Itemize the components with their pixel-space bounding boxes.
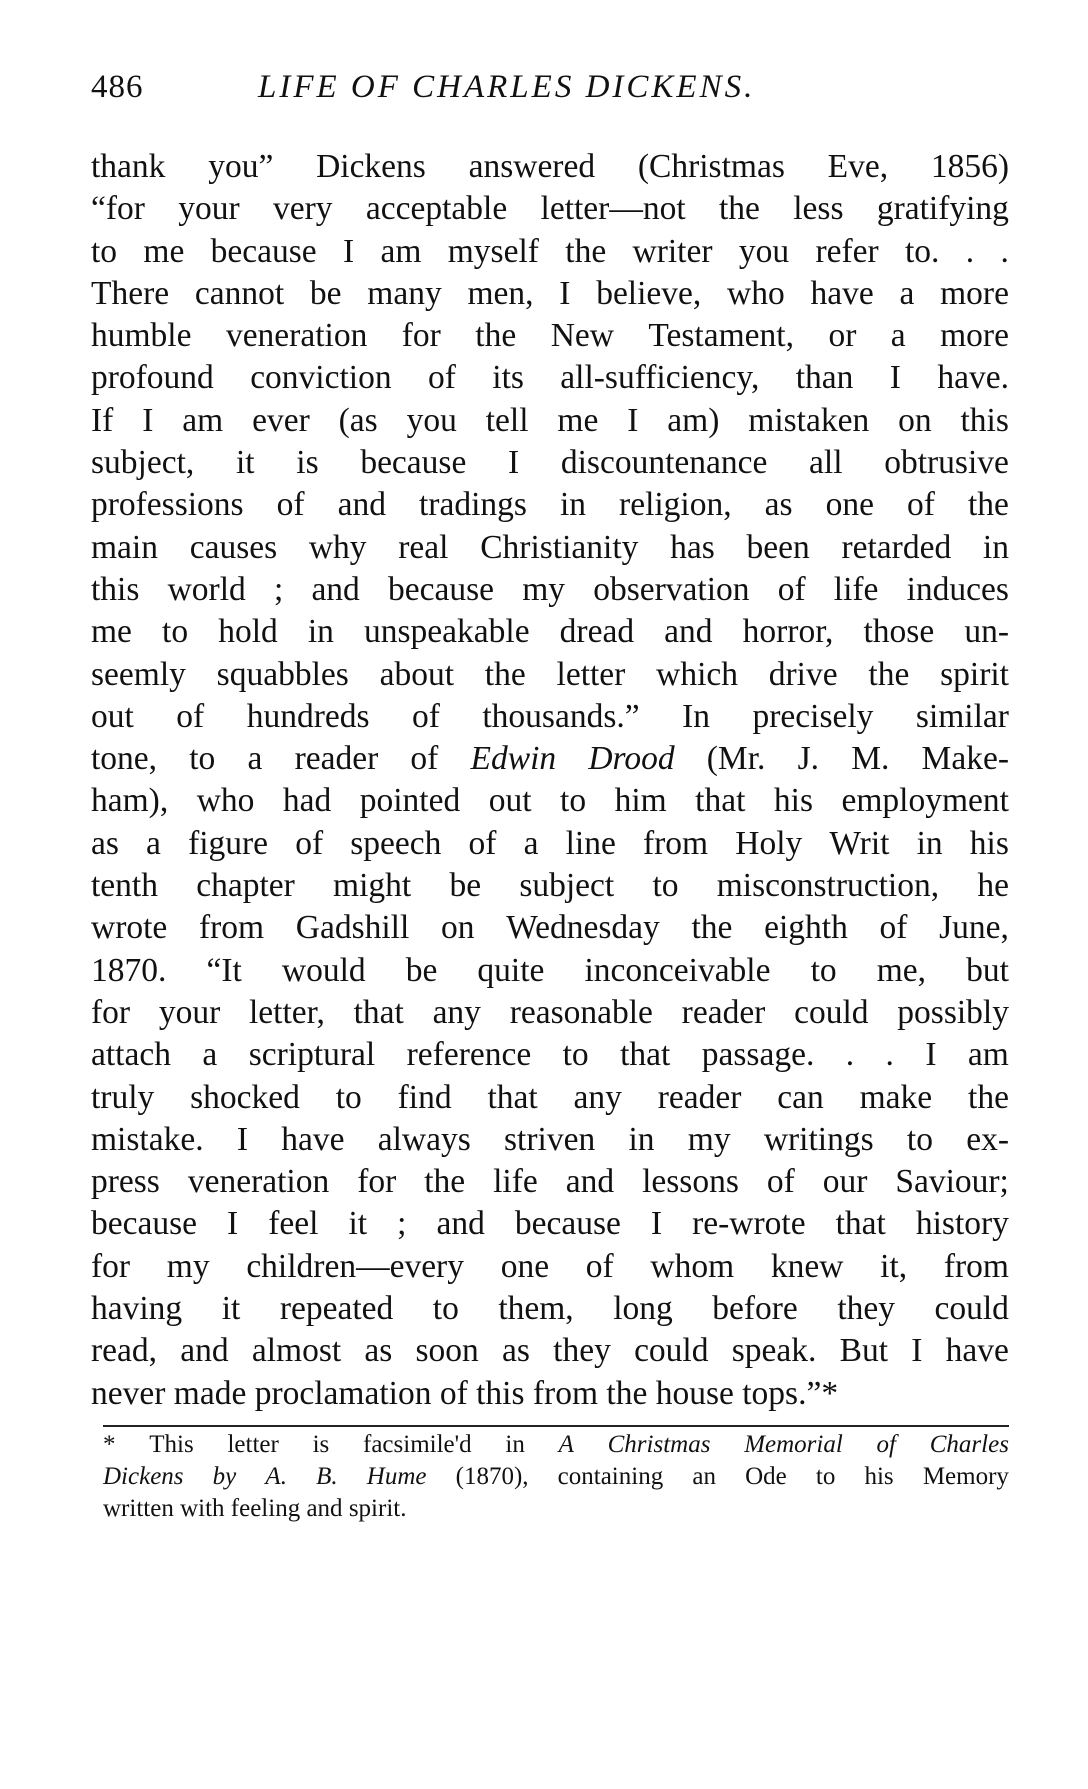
footnote-line: written with feeling and spirit. bbox=[103, 1495, 407, 1522]
text-line: profound conviction of its all-sufficiency, than I have. bbox=[91, 359, 1009, 397]
text-line: ham), who had pointed out to him that his employment bbox=[91, 782, 1009, 820]
text-line: There cannot be many men, I believe, who have a more bbox=[91, 274, 1009, 312]
footnote-line: * This letter is facsimile'd in A Christmas Memorial of Charles bbox=[103, 1431, 1009, 1458]
text-line: having it repeated to them, long before they could bbox=[91, 1290, 1009, 1328]
text-line: subject, it is because I discountenance all obtrusive bbox=[91, 444, 1009, 482]
text-line: attach a scriptural reference to that passage. . . I am bbox=[91, 1036, 1009, 1074]
text-line: humble veneration for the New Testament, or a more bbox=[91, 317, 1009, 355]
text-line: out of hundreds of thousands.” In precisely similar bbox=[91, 697, 1009, 735]
text-line: for my children—every one of whom knew it, from bbox=[91, 1247, 1009, 1285]
text-line: main causes why real Christianity has been retarded in bbox=[91, 528, 1009, 566]
text-line: 1870. “It would be quite inconceivable to me, but bbox=[91, 951, 1009, 989]
text-line: wrote from Gadshill on Wednesday the eighth of June, bbox=[91, 909, 1009, 947]
text-line: to me because I am myself the writer you refer to. . . bbox=[91, 232, 1009, 270]
text-line: tone, to a reader of Edwin Drood (Mr. J. M. Make- bbox=[91, 740, 1009, 778]
text-line: If I am ever (as you tell me I am) mistaken on this bbox=[91, 401, 1009, 439]
text-line: as a figure of speech of a line from Holy Writ in his bbox=[91, 824, 1009, 862]
footnote-rule bbox=[103, 1425, 1009, 1427]
text-line: “for your very acceptable letter—not the less gratifying bbox=[91, 190, 1009, 228]
text-line: because I feel it ; and because I re-wrote that history bbox=[91, 1205, 1009, 1243]
text-line: me to hold in unspeakable dread and horror, those un- bbox=[91, 613, 1009, 651]
running-head bbox=[91, 62, 1009, 112]
text-line: this world ; and because my observation of life induces bbox=[91, 570, 1009, 608]
text-line: truly shocked to find that any reader can make the bbox=[91, 1078, 1009, 1116]
text-line: professions of and tradings in religion, as one of the bbox=[91, 486, 1009, 524]
text-line: seemly squabbles about the letter which drive the spirit bbox=[91, 655, 1009, 693]
running-title: LIFE OF CHARLES DICKENS. bbox=[258, 69, 756, 105]
page-number: 486 bbox=[91, 69, 144, 105]
text-line: tenth chapter might be subject to misconstruction, he bbox=[91, 867, 1009, 905]
body-text bbox=[91, 146, 1009, 1415]
footnotes bbox=[103, 1429, 1009, 1525]
text-line: read, and almost as soon as they could speak. But I have bbox=[91, 1332, 1009, 1370]
text-line: for your letter, that any reasonable reader could possibly bbox=[91, 993, 1009, 1031]
text-line: press veneration for the life and lessons of our Saviour; bbox=[91, 1163, 1009, 1201]
footnote-line: Dickens by A. B. Hume (1870), containing an Ode to his Memory bbox=[103, 1463, 1009, 1490]
text-line: mistake. I have always striven in my writings to ex- bbox=[91, 1120, 1009, 1158]
text-line: thank you” Dickens answered (Christmas Eve, 1856) bbox=[91, 148, 1009, 185]
text-line: never made proclamation of this from the house tops.”* bbox=[91, 1374, 839, 1412]
